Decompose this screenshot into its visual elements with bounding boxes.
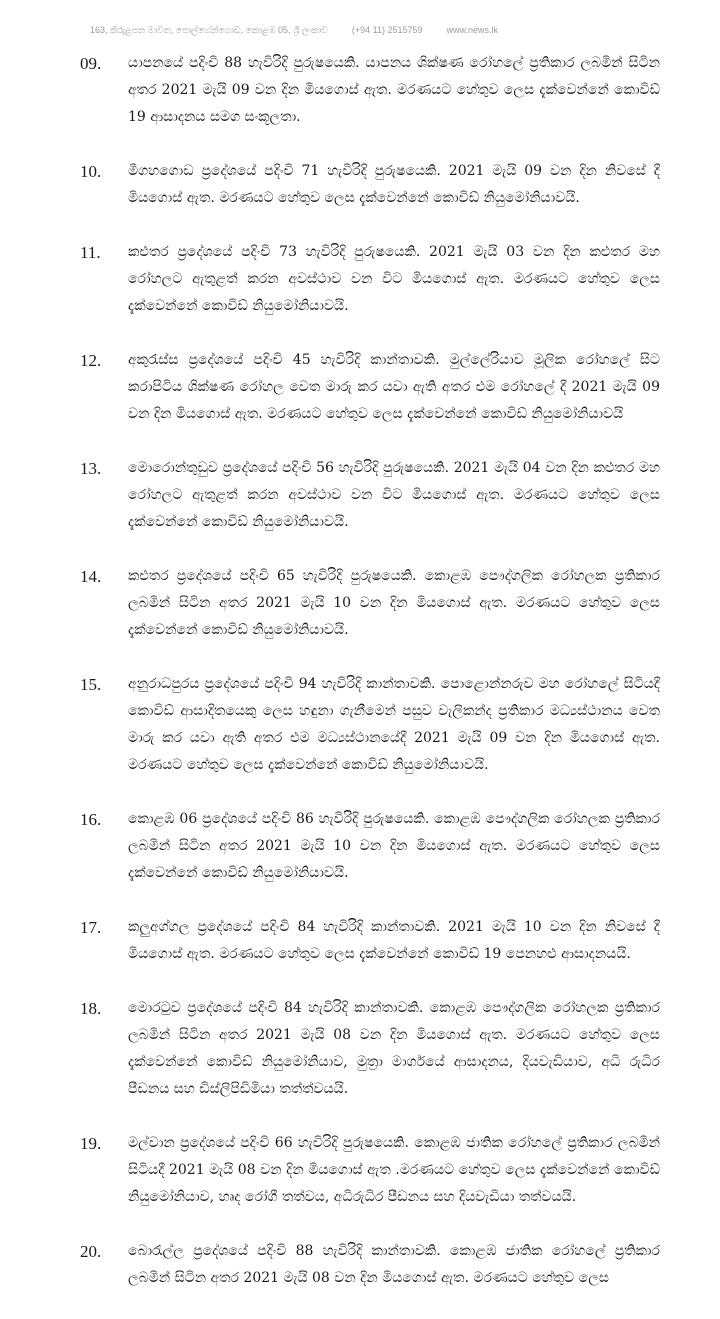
item-text: කලුඅග්ගල ප්‍රදේශයේ පදිංචි 84 හැවිරිදි කාන්තාවකි. 2021 මැයි 10 වන දින නිවසේ දී මියගොස් ඇත. මරණයට හේතුව ලෙස දැක්වෙන්නේ කොවිඩ් 19 පෙනහළු ආසාදනයයි. (128, 919, 660, 962)
phone-text: (+94 11) 2515759 (351, 25, 423, 35)
item-number: 13. (80, 459, 102, 478)
list-item (0, 1130, 720, 1211)
list-item (0, 671, 720, 779)
item-text: කළුතර ප්‍රදේශයේ පදිංචි 73 හැවිරිදි පුරුෂයෙකි. 2021 මැයි 03 වන දින කළුතර මහ රෝහලට ඇතුළත් කරන අවස්ථාව වන විට මියගොස් ඇත. මරණයට හේතුව ලෙස දැක්වෙන්නේ කොවිඩ් නියුමෝනියාවයි. (128, 244, 660, 314)
item-text: මීගහගොඩ ප්‍රදේශයේ පදිංචි 71 හැවිරිදි පුරුෂයෙකි. 2021 මැයි 09 වන දින නිවසේ දී මියගොස් ඇත. මරණයට හේතුව ලෙස දැක්වෙන්නේ කොවිඩ් නියුමෝනියාවයි. (128, 163, 660, 206)
list-item (0, 239, 720, 320)
item-number: 18. (80, 999, 102, 1018)
item-number: 09. (80, 54, 102, 73)
list-item (0, 1238, 720, 1292)
list-item (0, 158, 720, 212)
item-text: අනුරාධපුරය ප්‍රදේශයේ පදිංචි 94 හැවිරිදි කාන්තාවකි. පොළොන්නරුව මහ රෝහලේ සිටියදී කොවිඩ් ආසාදිතයෙකු ලෙස හඳුනා ගැනීමෙන් පසුව වැලිකන්ද ප්‍රතිකාර මධ්‍යස්ථානය වෙත මාරු කර යවා ඇති අතර එම මධ්‍යස්ථානයේදී 2021 මැයි 09 වන දින මියගොස් ඇත. මරණයට හේතුව ලෙස දැක්වෙන්නේ කොවිඩ් නියුමෝනියාවයි. (128, 676, 660, 773)
item-text: මල්වාන ප්‍රදේශයේ පදිංචි 66 හැවිරිදි පුරුෂයෙකි. කොළඹ ජාතික රෝහලේ ප්‍රතිකාර ලබමින් සිටියදී 2021 මැයි 08 වන දින මියගොස් ඇත .මරණයට හේතුව ලෙස දැක්වෙන්නේ කොවිඩ් නියුමෝනියාව, හෘද රෝගී තත්වය, අධිරුධිර පීඩනය සහ දියවැඩියා තත්වයයි. (128, 1135, 660, 1205)
item-number: 16. (80, 810, 102, 829)
address-text: 163, කිරුළපන මාවත, පොල්හේන්ගොඩ, කොළඹ 05, ශ්‍රී ලංකාව (90, 25, 328, 35)
item-text: මොරොන්තුඩුව ප්‍රදේශයේ පදිංචි 56 හැවිරිදි පුරුෂයෙකි. 2021 මැයි 04 වන දින කළුතර මහ රෝහලට ඇතුළත් කරන අවස්ථාව වන විට මියගොස් ඇත. මරණයට හේතුව ලෙස දැක්වෙන්නේ කොවිඩ් නියුමෝනියාවයි. (128, 460, 660, 530)
item-text: බොරැල්ල ප්‍රදේශයේ පදිංචි 88 හැවිරිදි කාන්තාවකි. කොළඹ ජාතික රෝහලේ ප්‍රතිකාර ලබමින් සිටින අතර 2021 මැයි 08 වන දින මියගොස් ඇත. මරණයට හේතුව ලෙස (128, 1243, 660, 1286)
item-number: 15. (80, 675, 102, 694)
list-item (0, 50, 720, 131)
website-text: www.news.lk (446, 25, 499, 35)
deaths-list (0, 50, 720, 1319)
list-item (0, 995, 720, 1103)
item-text: මොරටුව ප්‍රදේශයේ පදිංචි 84 හැවිරිදි කාන්තාවකි. කොළඹ පෞද්ගලික රෝහලක ප්‍රතිකාර ලබමින් සිටින අතර 2021 මැයි 08 වන දින මියගොස් ඇත. මරණයට හේතුව ලෙස දැක්වෙන්නේ කොවිඩ් නියුමෝනියාව, මුත්‍රා මාර්ගයේ ආසාදනය, දියවැඩියාව, අධි රුධිර පීඩනය සහ ඩිස්ලිපිඩිමියා තත්ත්වයයි. (128, 1000, 660, 1097)
list-item (0, 563, 720, 644)
list-item (0, 455, 720, 536)
item-number: 10. (80, 162, 102, 181)
item-number: 12. (80, 351, 102, 370)
item-number: 19. (80, 1134, 102, 1153)
list-item (0, 914, 720, 968)
list-item (0, 347, 720, 428)
letterhead-footer (90, 24, 670, 36)
item-text: යාපනයේ පදිංචි 88 හැවිරිදි පුරුෂයෙකි. යාපනය ශික්ෂණ රෝහලේ ප්‍රතිකාර ලබමින් සිටින අතර 2021 මැයි 09 වන දින මියගොස් ඇත. මරණයට හේතුව ලෙස දැක්වෙන්නේ කොවිඩ් 19 ආසාදනය සමග සංකූලතා. (128, 55, 660, 125)
item-number: 17. (80, 918, 102, 937)
item-number: 11. (80, 243, 101, 262)
item-text: කළුතර ප්‍රදේශයේ පදිංචි 65 හැවිරිදි පුරුෂයෙකි. කොළඹ පෞද්ගලික රෝහලක ප්‍රතිකාර ලබමින් සිටින අතර 2021 මැයි 10 වන දින මියගොස් ඇත. මරණයට හේතුව ලෙස දැක්වෙන්නේ කොවිඩ් නියුමෝනියාවයි. (128, 568, 660, 638)
item-number: 14. (80, 567, 102, 586)
item-text: අකුරැස්ස ප්‍රදේශයේ පදිංචි 45 හැවිරිදි කාන්තාවකි. මුල්ලේරියාව මූලික රෝහලේ සිට කරාපිටිය ශික්ෂණ රෝහල වෙත මාරු කර යවා ඇති අතර එම රෝහලේ දී 2021 මැයි 09 වන දින මියගොස් ඇත. මරණයට හේතුව ලෙස දැක්වෙන්නේ කොවිඩ් නියුමෝනියාවයි (128, 352, 660, 422)
list-item (0, 806, 720, 887)
item-number: 20. (80, 1242, 102, 1261)
item-text: කොළඹ 06 ප්‍රදේශයේ පදිංචි 86 හැවිරිදි පුරුෂයෙකි. කොළඹ පෞද්ගලික රෝහලක ප්‍රතිකාර ලබමින් සිටින අතර 2021 මැයි 10 වන දින මියගොස් ඇත. මරණයට හේතුව ලෙස දැක්වෙන්නේ කොවිඩ් නියුමෝනියාවයි. (128, 811, 660, 881)
